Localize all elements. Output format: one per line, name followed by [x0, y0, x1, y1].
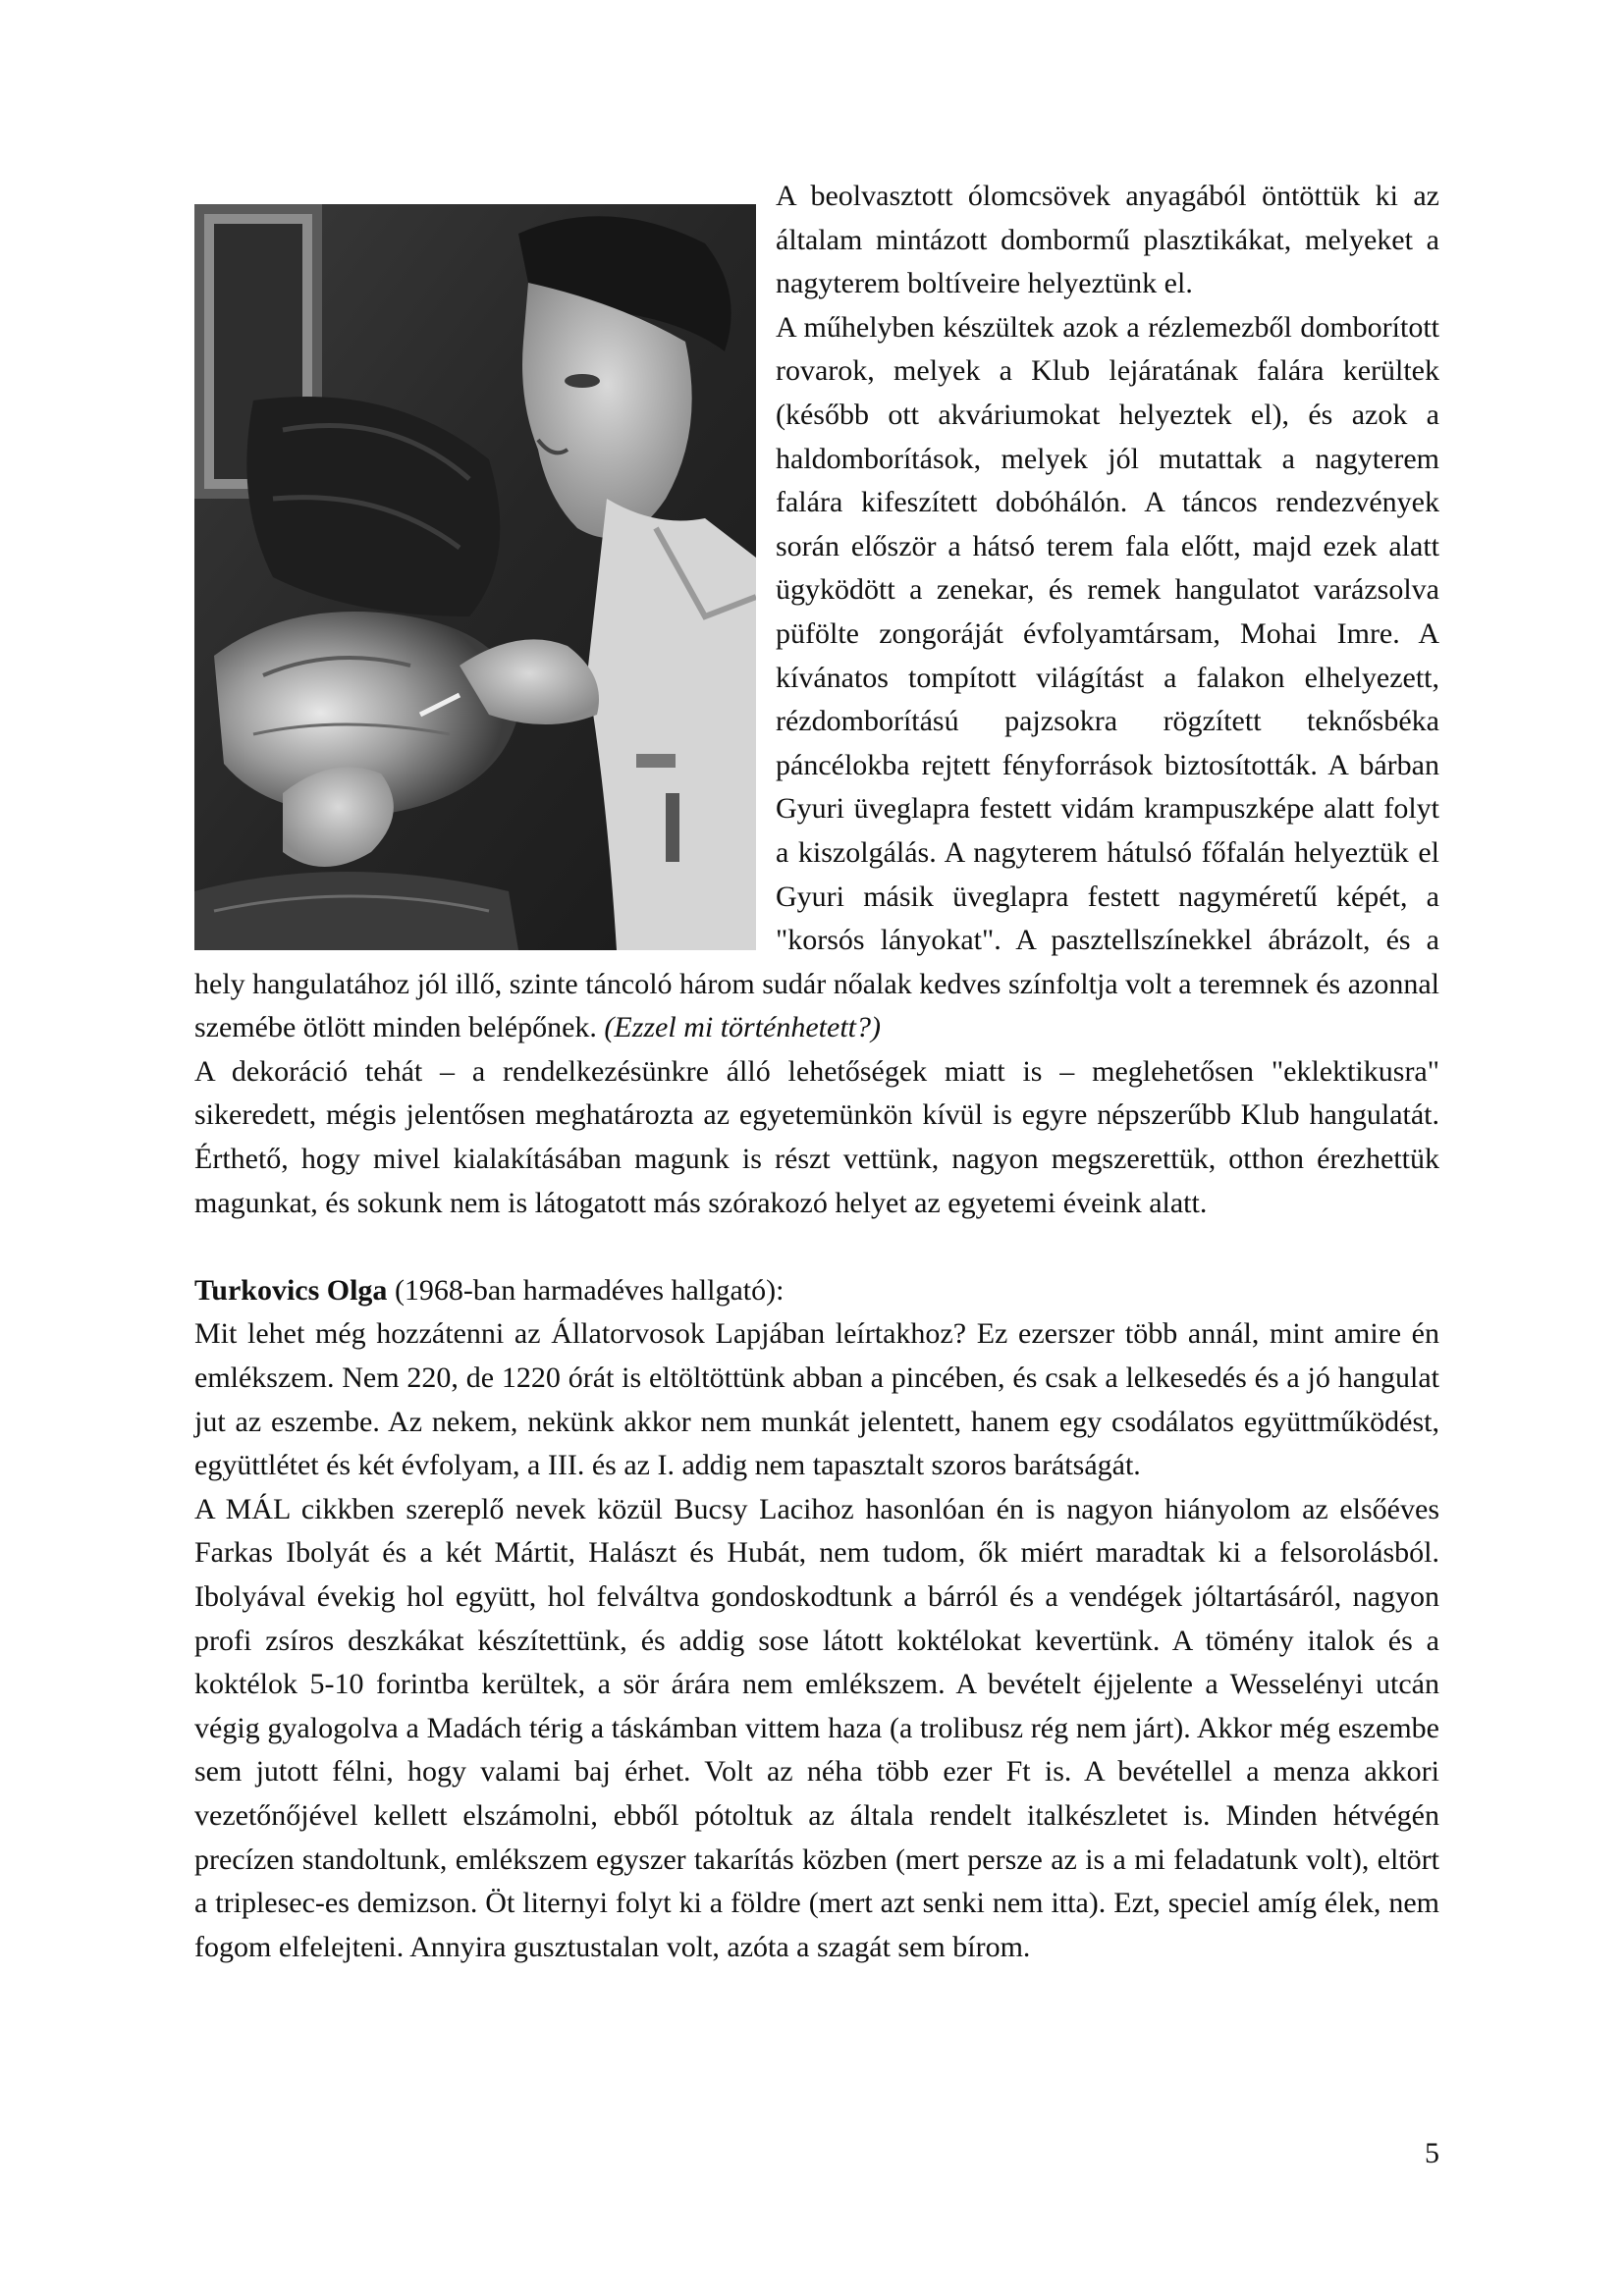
speaker-name: Turkovics Olga — [194, 1273, 388, 1307]
paragraph-memories: Mit lehet még hozzátenni az Állatorvosok Lapjában leírtakhoz? Ez ezerszer több annál, mint amire én emlékszem. Nem 220, de 1220 órát is eltöltöttünk abban a pincében, és csak a lelkesedés és a jó hangulat jut az eszembe. Az nekem, nekünk akkor nem munkát jelentett, hanem egy csodálatos együttműködést, együttlétet és két évfolyam, a III. és az I. addig nem tapasztalt szoros barátságát. — [194, 1317, 1439, 1482]
article-body — [194, 175, 1439, 1969]
paragraph-bar-work: A MÁL cikkben szereplő nevek közül Bucsy Lacihoz hasonlóan én is nagyon hiányolom az elsőéves Farkas Ibolyát és a két Mártit, Halászt és Hubát, nem tudom, ők miért maradtak ki a felsorolásból. Ibolyával évekig hol együtt, hol felváltva gondoskodtunk a bárról és a vendégek jóltartásáról, nagyon profi zsíros deszkákat készítettünk, és addig sose látott koktélokat kevertünk. A tömény italok és a koktélok 5-10 forintba kerültek, a sör árára nem emlékszem. A bevételt éjjelente a Wesselényi utcán végig gyalogolva a Madách térig a táskámban vittem haza (a trolibusz rég nem járt). Akkor még eszembe sem jutott félni, hogy valami baj érhet. Volt az néha több ezer Ft is. A bevétellel a menza akkori vezetőnőjével kellett elszámolni, ebből pótoltuk az általa rendelt italkészletet is. Minden hétvégén precízen standoltunk, emlékszem egyszer takarítás közben (mert persze az is a mi feladatunk volt), eltört a triplesec-es demizson. Öt liternyi folyt ki a földre (mert azt senki nem itta). Ezt, speciel amíg élek, nem fogom elfelejteni. Annyira gusztustalan volt, azóta a szagát sem bírom. — [194, 1492, 1439, 1963]
paragraph-eclectic-decoration: A dekoráció tehát – a rendelkezésünkre álló lehetőségek miatt is – meglehetősen "eklektikusra" sikeredett, mégis jelentősen meghatározta az egyetemünkön kívül is egyre népszerűbb Klub hangulatát. Érthető, hogy mivel kialakításában magunk is részt vettünk, nagyon megszerettük, otthon érezhettük magunkat, és sokunk nem is látogatott más szórakozó helyet az egyetemi éveink alatt. — [194, 1054, 1439, 1219]
italic-question: (Ezzel mi történhetett?) — [604, 1011, 881, 1044]
paragraph-workshop-text: A műhelyben készültek azok a rézlemezből domborított rovarok, melyek a Klub lejáratának falára kerültek (később ott akváriumokat helyeztek el), és azok a haldomborítások, melyek jól mutattak a nagyterem falára kifeszített dobóhálón. A táncos rendezvények során először a hátsó terem fala előtt, majd ezek alatt ügyködött a zenekar, és remek hangulatot varázsolva püfölte zongoráját évfolyamtársam, Mohai Imre. A kívánatos tompított világítást a falakon elhelyezett, rézdomborítású pajzsokra rögzített teknősbéka páncélokba rejtett fényforrások biztosították. A bárban Gyuri üveglapra festett vidám krampuszképe alatt folyt a kiszolgálás. A nagyterem hátulsó főfalán helyeztük el Gyuri másik üveglapra festett nagyméretű képét, a "korsós lányokat". A pasztellszínekkel ábrázolt, és a hely hangulatához jól illő, szinte táncoló három sudár nőalak kedves színfoltja volt a teremnek és azonnal szemébe ötlött minden belépőnek. — [194, 310, 1439, 1044]
paragraph-lead-casting: A beolvasztott ólomcsövek anyagából öntöttük ki az általam mintázott dombormű plasztikákat, melyeket a nagyterem boltíveire helyeztünk el. — [776, 180, 1439, 300]
archival-photo-man-working-metal-icon — [194, 204, 756, 950]
speaker-note: (1968-ban harmadéves hallgató): — [387, 1273, 785, 1307]
page-number: 5 — [1425, 2137, 1439, 2169]
paragraph-spacer — [194, 1225, 1439, 1269]
speaker-heading — [194, 1269, 1439, 1313]
